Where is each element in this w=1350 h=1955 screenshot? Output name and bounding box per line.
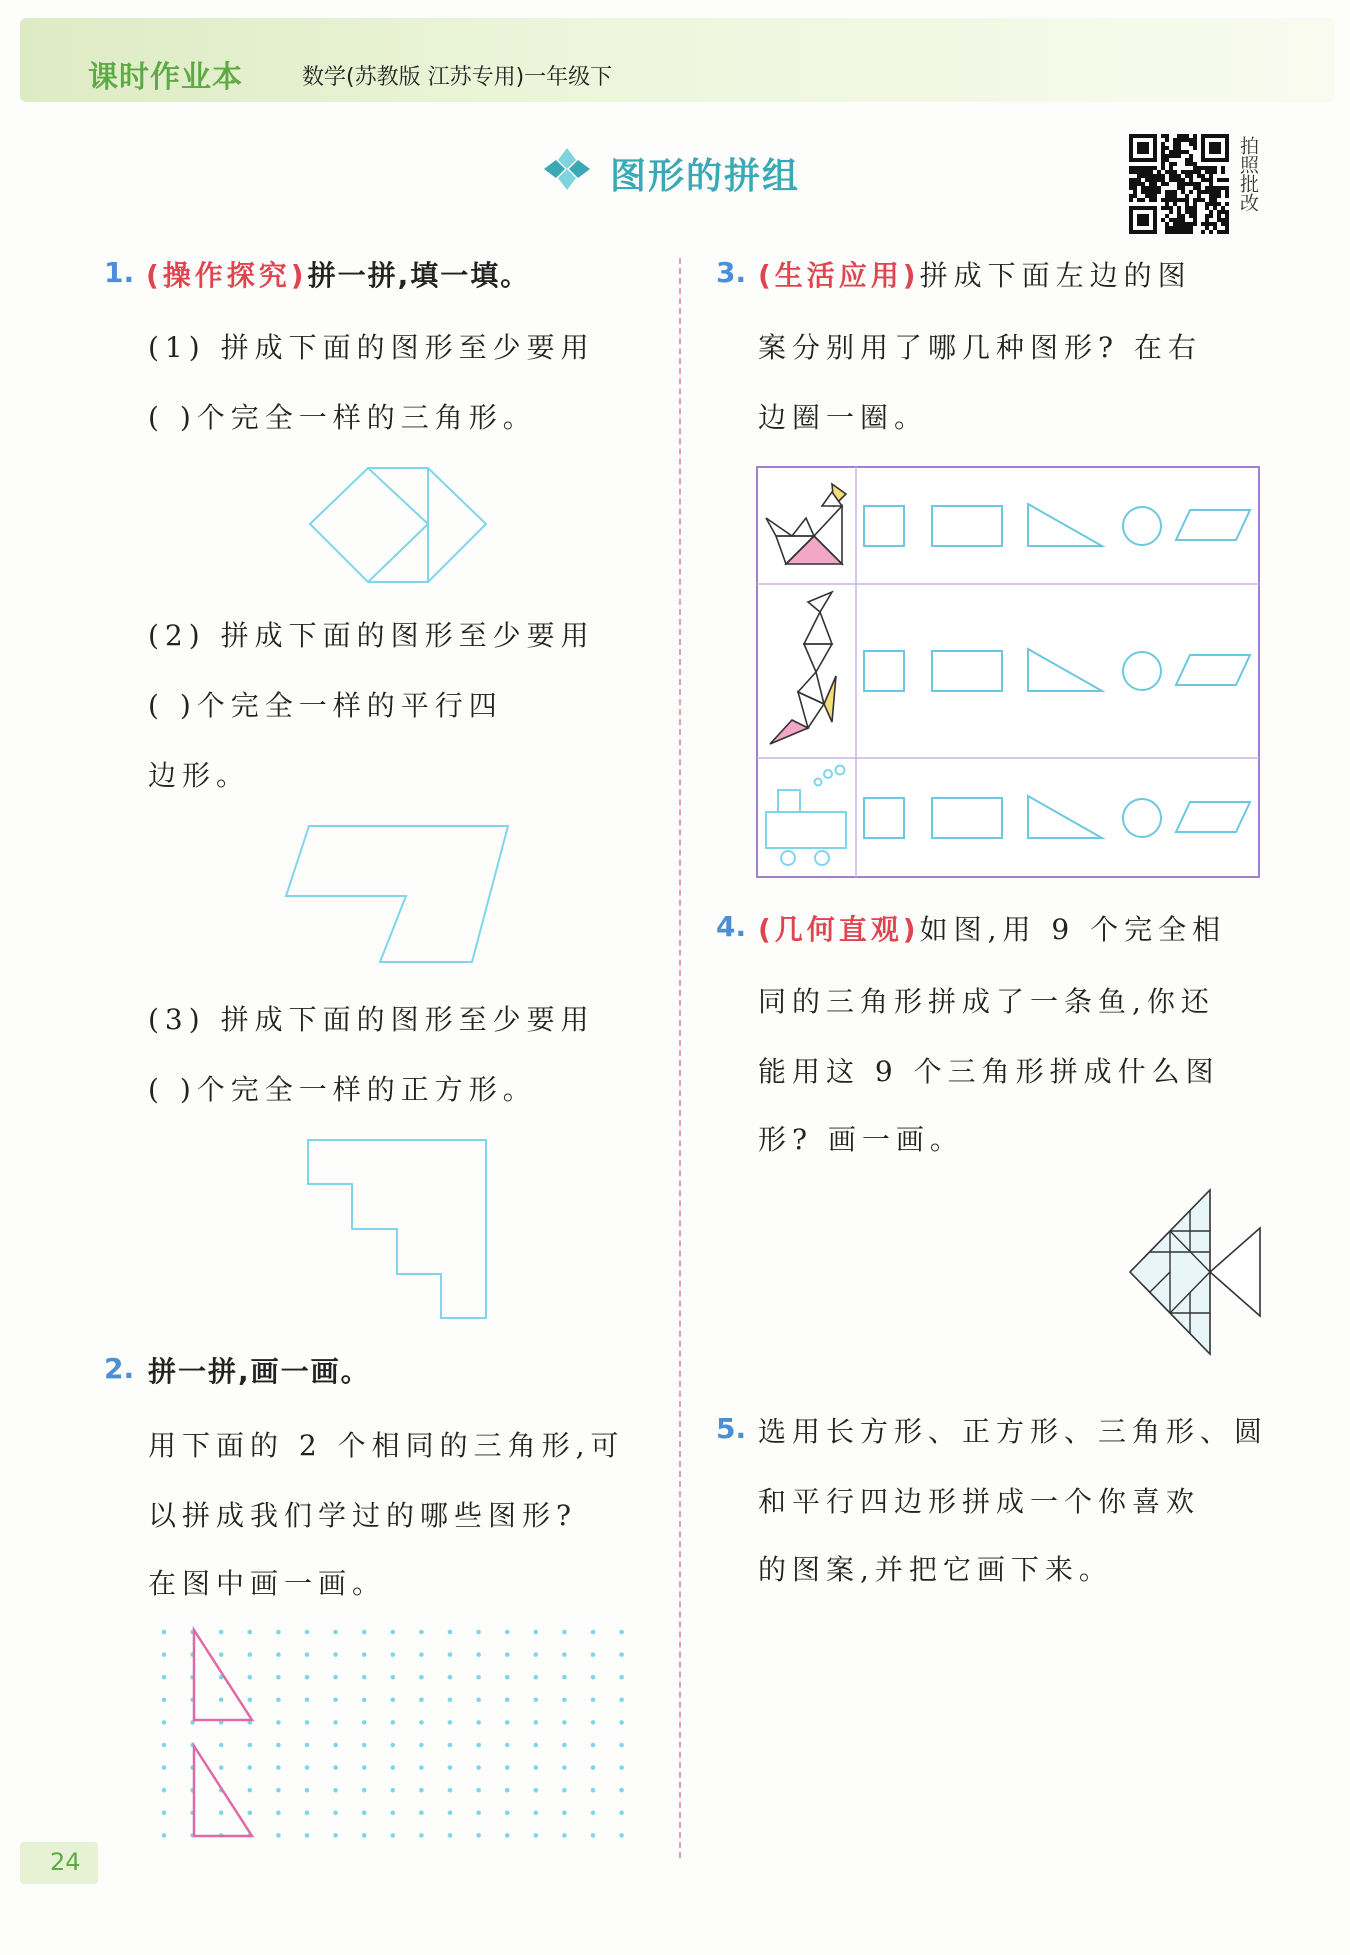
grid-dot (476, 1833, 481, 1838)
grid-dot (362, 1811, 367, 1816)
q1-number: 1. (104, 256, 135, 289)
grid-dot (248, 1811, 253, 1816)
grid-dot (219, 1630, 224, 1635)
grid-dot (333, 1743, 338, 1748)
grid-dot (562, 1743, 567, 1748)
grid-dot (162, 1698, 167, 1703)
grid-dot (534, 1788, 539, 1793)
grid-dot (562, 1652, 567, 1657)
grid-dot (476, 1630, 481, 1635)
grid-dot (534, 1743, 539, 1748)
q4-heading (758, 908, 1226, 948)
grid-dot (248, 1630, 253, 1635)
grid-dot (619, 1720, 624, 1725)
grid-dot (162, 1743, 167, 1748)
grid-dot (419, 1811, 424, 1816)
grid-dot (391, 1630, 396, 1635)
grid-dot (248, 1652, 253, 1657)
staircase-squares-figure (306, 1138, 488, 1320)
grid-dot (534, 1698, 539, 1703)
grid-dot (562, 1788, 567, 1793)
page-number: 24 (50, 1848, 81, 1876)
grid-dot (619, 1811, 624, 1816)
grid-dot (476, 1698, 481, 1703)
grid-dot (362, 1720, 367, 1725)
grid-dot (219, 1765, 224, 1770)
grid-dot (276, 1765, 281, 1770)
q3-line1: 拼成下面左边的图 (919, 259, 1192, 292)
grid-dot (162, 1788, 167, 1793)
fish-figure (1128, 1188, 1262, 1356)
q1-p3-line1: (3) 拼成下面的图形至少要用 (148, 1003, 595, 1036)
grid-dot (391, 1765, 396, 1770)
section-title: 图形的拼组 (610, 156, 801, 197)
grid-dot (362, 1675, 367, 1680)
triangle-shape (194, 1630, 252, 1720)
shapes-table (756, 466, 1260, 878)
grid-dot (476, 1811, 481, 1816)
grid-dot (219, 1698, 224, 1703)
grid-dot (362, 1743, 367, 1748)
q3-line2: 案分别用了哪几种图形? 在右 (758, 331, 1202, 364)
grid-dot (562, 1698, 567, 1703)
grid-dot (562, 1811, 567, 1816)
grid-dot (362, 1788, 367, 1793)
grid-dot (534, 1630, 539, 1635)
q2-line3: 在图中画一画。 (148, 1567, 387, 1600)
grid-dot (619, 1743, 624, 1748)
grid-dot (362, 1698, 367, 1703)
grid-dot (276, 1743, 281, 1748)
grid-dot (534, 1720, 539, 1725)
q2-line1: 用下面的 2 个相同的三角形,可 (148, 1429, 625, 1462)
grid-dot (619, 1833, 624, 1838)
q1-title: 拼一拼,填一填。 (307, 259, 531, 292)
grid-dot (619, 1788, 624, 1793)
q4-line4: 形? 画一画。 (758, 1123, 964, 1156)
grid-dot (305, 1630, 310, 1635)
q4-line2: 同的三角形拼成了一条鱼,你还 (758, 985, 1215, 1018)
grid-dot (591, 1788, 596, 1793)
grid-dot (248, 1675, 253, 1680)
grid-dot (534, 1765, 539, 1770)
grid-dot (505, 1811, 510, 1816)
grid-dot (448, 1630, 453, 1635)
grid-dot (391, 1743, 396, 1748)
q3-heading (758, 254, 1192, 294)
grid-dot (591, 1675, 596, 1680)
grid-dot (448, 1652, 453, 1657)
grid-dot (305, 1720, 310, 1725)
grid-dot (448, 1698, 453, 1703)
grid-dot (419, 1630, 424, 1635)
grid-dot (276, 1833, 281, 1838)
grid-dot (305, 1698, 310, 1703)
grid-dot (534, 1811, 539, 1816)
grid-dot (619, 1698, 624, 1703)
grid-dot (505, 1698, 510, 1703)
grid-dot (248, 1765, 253, 1770)
grid-dot (276, 1811, 281, 1816)
q3-number: 3. (716, 256, 747, 289)
grid-dot (591, 1743, 596, 1748)
q4-line3: 能用这 9 个三角形拼成什么图 (758, 1055, 1220, 1088)
grid-dot (362, 1630, 367, 1635)
grid-dot (162, 1765, 167, 1770)
grid-dot (162, 1720, 167, 1725)
q2-number: 2. (104, 1352, 135, 1385)
grid-dot (276, 1675, 281, 1680)
grid-dot (419, 1698, 424, 1703)
qr-code-icon[interactable] (1128, 134, 1230, 234)
grid-dot (333, 1630, 338, 1635)
grid-dot (419, 1675, 424, 1680)
q1-p1-line1: (1) 拼成下面的图形至少要用 (148, 331, 595, 364)
grid-dot (562, 1675, 567, 1680)
grid-dot (305, 1811, 310, 1816)
grid-dot (505, 1765, 510, 1770)
grid-dot (276, 1788, 281, 1793)
grid-dot (591, 1698, 596, 1703)
q5-line1: 选用长方形、正方形、三角形、圆 (758, 1415, 1269, 1448)
dot-grid-canvas[interactable] (160, 1628, 640, 1838)
grid-dot (448, 1743, 453, 1748)
grid-dot (305, 1675, 310, 1680)
q1-tag: (操作探究) (146, 259, 308, 292)
grid-dot (276, 1698, 281, 1703)
grid-dot (505, 1652, 510, 1657)
grid-dot (448, 1675, 453, 1680)
grid-dot (305, 1765, 310, 1770)
grid-dot (591, 1652, 596, 1657)
grid-dot (419, 1743, 424, 1748)
grid-dot (448, 1811, 453, 1816)
grid-dot (391, 1652, 396, 1657)
grid-dot (505, 1675, 510, 1680)
grid-dot (476, 1743, 481, 1748)
grid-dot (219, 1652, 224, 1657)
qr-label: 拍照批改 (1237, 136, 1259, 212)
grid-dot (219, 1743, 224, 1748)
parallelogram-figure (284, 824, 512, 964)
grid-dot (562, 1720, 567, 1725)
grid-dot (362, 1652, 367, 1657)
grid-dot (391, 1788, 396, 1793)
diamond-triangles-figure (308, 466, 488, 586)
q3-line3: 边圈一圈。 (758, 401, 929, 434)
grid-dot (391, 1811, 396, 1816)
grid-dot (619, 1765, 624, 1770)
grid-dot (333, 1833, 338, 1838)
q1-heading (146, 254, 530, 294)
grid-dot (534, 1833, 539, 1838)
q4-number: 4. (716, 910, 747, 943)
pinwheel-icon (542, 146, 592, 192)
grid-dot (162, 1630, 167, 1635)
grid-dot (362, 1833, 367, 1838)
grid-dot (333, 1675, 338, 1680)
grid-dot (448, 1833, 453, 1838)
grid-dot (505, 1630, 510, 1635)
grid-dot (419, 1652, 424, 1657)
q5-number: 5. (716, 1412, 747, 1445)
grid-dot (448, 1765, 453, 1770)
q5-line2: 和平行四边形拼成一个你喜欢 (758, 1485, 1201, 1518)
triangle-shape (194, 1746, 252, 1836)
column-divider (679, 258, 681, 1858)
grid-dot (305, 1652, 310, 1657)
grid-dot (419, 1720, 424, 1725)
grid-dot (305, 1833, 310, 1838)
grid-dot (591, 1833, 596, 1838)
grid-dot (333, 1652, 338, 1657)
grid-dot (305, 1788, 310, 1793)
grid-dot (505, 1833, 510, 1838)
q4-line1: 如图,用 9 个完全相 (919, 913, 1227, 946)
grid-dot (448, 1788, 453, 1793)
q1-p1-line2[interactable]: ( )个完全一样的三角形。 (148, 401, 537, 434)
grid-dot (276, 1630, 281, 1635)
q3-tag: (生活应用) (758, 259, 920, 292)
grid-dot (333, 1765, 338, 1770)
book-subtitle: 数学(苏教版 江苏专用)一年级下 (302, 65, 613, 90)
grid-dot (333, 1788, 338, 1793)
grid-dot (476, 1765, 481, 1770)
grid-dot (333, 1720, 338, 1725)
grid-dot (162, 1675, 167, 1680)
grid-dot (419, 1788, 424, 1793)
q1-p2-line2[interactable]: ( )个完全一样的平行四 (148, 689, 503, 722)
grid-dot (476, 1720, 481, 1725)
brand-title: 课时作业本 (88, 60, 243, 95)
grid-dot (562, 1630, 567, 1635)
grid-dot (591, 1811, 596, 1816)
grid-dot (562, 1833, 567, 1838)
q1-p2-line3: 边形。 (148, 759, 251, 792)
grid-dot (476, 1788, 481, 1793)
grid-dot (362, 1765, 367, 1770)
grid-dot (276, 1652, 281, 1657)
grid-dot (505, 1720, 510, 1725)
grid-dot (391, 1720, 396, 1725)
grid-dot (391, 1675, 396, 1680)
q4-tag: (几何直观) (758, 913, 920, 946)
grid-dot (448, 1720, 453, 1725)
grid-dot (505, 1788, 510, 1793)
grid-dot (619, 1675, 624, 1680)
grid-dot (591, 1720, 596, 1725)
grid-dot (391, 1698, 396, 1703)
grid-dot (276, 1720, 281, 1725)
grid-dot (562, 1765, 567, 1770)
q5-line3: 的图案,并把它画下来。 (758, 1553, 1113, 1586)
grid-dot (248, 1743, 253, 1748)
grid-dot (534, 1675, 539, 1680)
q2-title: 拼一拼,画一画。 (148, 1355, 371, 1388)
grid-dot (534, 1652, 539, 1657)
grid-dot (162, 1833, 167, 1838)
grid-dot (162, 1652, 167, 1657)
grid-dot (248, 1788, 253, 1793)
q1-p2-line1: (2) 拼成下面的图形至少要用 (148, 619, 595, 652)
grid-dot (162, 1811, 167, 1816)
grid-dot (305, 1743, 310, 1748)
q2-line2: 以拼成我们学过的哪些图形? (148, 1499, 578, 1532)
grid-dot (333, 1698, 338, 1703)
grid-dot (333, 1811, 338, 1816)
grid-dot (505, 1743, 510, 1748)
grid-dot (476, 1675, 481, 1680)
grid-dot (419, 1765, 424, 1770)
grid-dot (591, 1765, 596, 1770)
grid-dot (391, 1833, 396, 1838)
grid-dot (219, 1811, 224, 1816)
grid-dot (419, 1833, 424, 1838)
q1-p3-line2[interactable]: ( )个完全一样的正方形。 (148, 1073, 537, 1106)
grid-dot (476, 1652, 481, 1657)
grid-dot (619, 1652, 624, 1657)
grid-dot (619, 1630, 624, 1635)
grid-dot (591, 1630, 596, 1635)
grid-dot (248, 1698, 253, 1703)
